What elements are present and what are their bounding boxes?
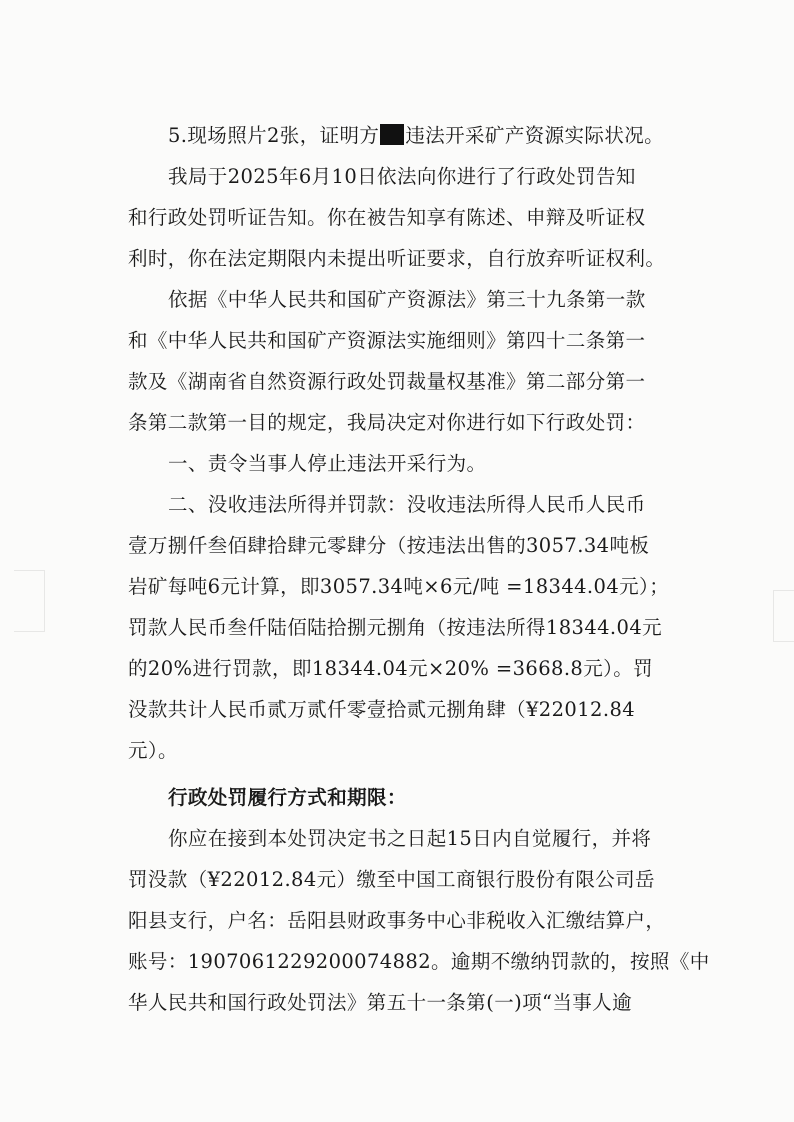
heading-text: 行政处罚履行方式和期限： <box>168 786 407 809</box>
text-line: 我局于2025年6月10日依法向你进行了行政处罚告知 <box>168 165 636 188</box>
seal-edge-mark-right <box>773 590 794 642</box>
text-line: 华人民共和国行政处罚法》第五十一条第(一)项“当事人逾 <box>128 991 632 1014</box>
text-line: 元）。 <box>128 739 178 762</box>
text-line: 阳县支行，户名：岳阳县财政事务中心非税收入汇缴结算户， <box>128 909 666 932</box>
text-line: 的20%进行罚款，即18344.04元×20% =3668.8元）。罚 <box>128 657 654 680</box>
text-line: 你应在接到本处罚决定书之日起15日内自觉履行，并将 <box>168 827 652 850</box>
redaction-block <box>380 124 404 145</box>
text-line: 条第二款第一目的规定，我局决定对你进行如下行政处罚： <box>128 411 646 434</box>
text-line: 罚款人民币叁仟陆佰陆拾捌元捌角（按违法所得18344.04元 <box>128 616 663 639</box>
text-line: 和行政处罚听证告知。你在被告知享有陈述、申辩及听证权 <box>128 206 646 229</box>
payment-paragraph <box>128 818 710 1023</box>
text-line: 利时，你在法定期限内未提出听证要求，自行放弃听证权利。 <box>128 247 666 270</box>
evidence-text-post: 违法开采矿产资源实际状况。 <box>405 124 665 147</box>
section-heading <box>128 777 684 818</box>
text-line: 依据《中华人民共和国矿产资源法》第三十九条第一款 <box>168 288 646 311</box>
text-line: 岩矿每吨6元计算，即3057.34吨×6元/吨 =18344.04元）； <box>128 575 670 598</box>
text-line: 罚没款（¥22012.84元）缴至中国工商银行股份有限公司岳 <box>128 868 655 891</box>
seal-edge-mark <box>14 570 45 632</box>
text-line: 款及《湖南省自然资源行政处罚裁量权基准》第二部分第一 <box>128 370 646 393</box>
text-line: 和《中华人民共和国矿产资源法实施细则》第四十二条第一 <box>128 329 646 352</box>
legal-basis-paragraph <box>128 279 684 443</box>
text-line: 没款共计人民币贰万贰仟零壹拾贰元捌角肆（¥22012.84 <box>128 698 636 721</box>
evidence-text-pre: 5.现场照片2张，证明方 <box>168 124 380 147</box>
evidence-item-5 <box>128 115 684 156</box>
text-line: 壹万捌仟叁佰肆拾肆元零肆分（按违法出售的3057.34吨板 <box>128 534 650 557</box>
penalty-item-2 <box>128 484 684 771</box>
text-line: 二、没收违法所得并罚款：没收违法所得人民币人民币 <box>168 493 646 516</box>
notice-paragraph <box>128 156 684 279</box>
text-line: 一、责令当事人停止违法开采行为。 <box>168 452 487 475</box>
text-line: 账号：1907061229200074882。逾期不缴纳罚款的，按照《中 <box>128 950 710 973</box>
penalty-item-1 <box>128 443 684 484</box>
